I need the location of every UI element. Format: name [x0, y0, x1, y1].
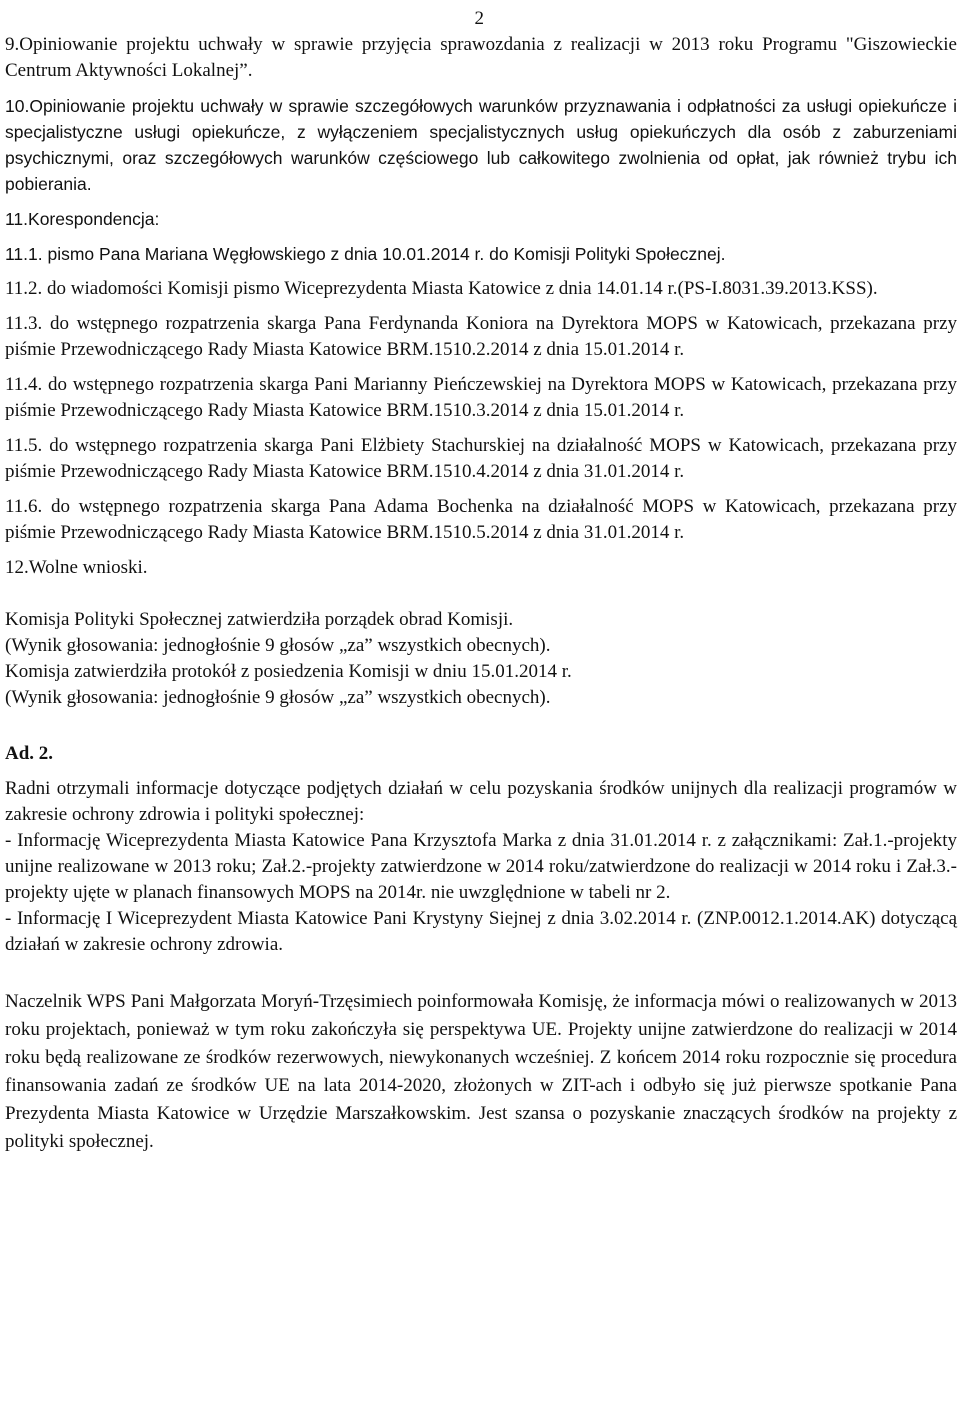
correspondence-item-11-2: 11.2. do wiadomości Komisji pismo Wiceprezydenta Miasta Katowice z dnia 14.01.14 r.(PS-I.8031.39.2013.KSS). — [5, 278, 878, 299]
spacer — [5, 711, 957, 741]
spacer — [5, 958, 957, 988]
spacer — [5, 267, 957, 276]
correspondence-item-11-4: 11.4. do wstępnego rozpatrzenia skarga Pani Marianny Pieńczewskiej na Dyrektora MOPS w Katowicach, przekazana przy piśmie Przewodniczącego Rady Miasta Katowice BRM.1510.3.2014 z dnia 15.01.2014 r. — [5, 374, 957, 421]
correspondence-item-11-5: 11.5. do wstępnego rozpatrzenia skarga Pani Elżbiety Stachurskiej na działalność MOPS w Katowicach, przekazana przy piśmie Przewodniczącego Rady Miasta Katowice BRM.1510.4.2014 z dnia 31.01.2014 r. — [5, 435, 957, 482]
agenda-item-11: 11.Korespondencja: — [5, 209, 160, 229]
spacer — [5, 197, 957, 206]
document-page — [5, 6, 957, 1156]
agenda-item-9: 9.Opiniowanie projektu uchwały w sprawie przyjęcia sprawozdania z realizacji w 2013 roku Programu "Giszowieckie Centrum Aktywności Lokalnej”. — [5, 34, 957, 81]
spacer — [5, 581, 957, 607]
agenda-item-10: 10.Opiniowanie projektu uchwały w sprawie szczegółowych warunków przyznawania i odpłatności za usługi opiekuńcze i specjalistyczne usługi opiekuńcze, z wyłączeniem specjalistycznych usług opiekuńczych dla osób z zaburzeniami psychicznymi, oraz szczegółowych warunków częściowego lub całkowitego zwolnienia od opłat, jak również trybu ich pobierania. — [5, 96, 957, 194]
spacer — [5, 767, 957, 776]
agenda-item-12: 12.Wolne wnioski. — [5, 557, 148, 578]
correspondence-item-11-1: 11.1. pismo Pana Mariana Węgłowskiego z dnia 10.01.2014 r. do Komisji Polityki Społecznej. — [5, 244, 726, 264]
ad2-intro: Radni otrzymali informacje dotyczące podjętych działań w celu pozyskania środków unijnych dla realizacji programów w zakresie ochrony zdrowia i polityki społecznej: — [5, 778, 957, 825]
final-paragraph: Naczelnik WPS Pani Małgorzata Moryń-Trzęsimiech poinformowała Komisję, że informacja mówi o realizowanych w 2013 roku projektach, ponieważ w tym roku zakończyła się perspektywa UE. Projekty unijne zatwierdzone do realizacji w 2014 roku będą realizowane ze środków rezerwowych, niewykonanych wcześniej. Z końcem 2014 roku rozpocznie się procedura finansowania zadań ze środków UE na lata 2014-2020, złożonych w ZIT-ach i odbyło się już pierwsze spotkanie Pana Prezydenta Miasta Katowice w Urzędzie Marszałkowskim. Jest szansa o pozyskanie znaczących środków na projekty z polityki społecznej. — [5, 991, 957, 1152]
spacer — [5, 302, 957, 311]
vote-result-1: (Wynik głosowania: jednogłośnie 9 głosów „za” wszystkich obecnych). — [5, 635, 551, 656]
ad2-bullet-2: - Informację I Wiceprezydent Miasta Katowice Pani Krystyny Siejnej z dnia 3.02.2014 r. (ZNP.0012.1.2014.AK) dotyczącą działań w zakresie ochrony zdrowia. — [5, 908, 957, 955]
section-heading-ad2: Ad. 2. — [5, 743, 54, 764]
vote-result-2: (Wynik głosowania: jednogłośnie 9 głosów „za” wszystkich obecnych). — [5, 687, 551, 708]
spacer — [5, 84, 957, 93]
spacer — [5, 424, 957, 433]
spacer — [5, 232, 957, 241]
approval-protocol: Komisja zatwierdziła protokół z posiedzenia Komisji w dniu 15.01.2014 r. — [5, 661, 572, 682]
correspondence-item-11-6: 11.6. do wstępnego rozpatrzenia skarga Pana Adama Bochenka na działalność MOPS w Katowicach, przekazana przy piśmie Przewodniczącego Rady Miasta Katowice BRM.1510.5.2014 z dnia 31.01.2014 r. — [5, 496, 957, 543]
ad2-bullet-1: - Informację Wiceprezydenta Miasta Katowice Pana Krzysztofa Marka z dnia 31.01.2014 r. z załącznikami: Zał.1.-projekty unijne realizowane w 2013 roku; Zał.2.-projekty zatwierdzone w 2014 roku/zatwierdzone do realizacji w 2014 roku i Zał.3.-projekty ujęte w planach finansowych MOPS na 2014r. nie uwzględnione w tabeli nr 2. — [5, 830, 957, 903]
page-number: 2 — [474, 8, 484, 29]
spacer — [5, 485, 957, 494]
spacer — [5, 363, 957, 372]
spacer — [5, 546, 957, 555]
approval-agenda: Komisja Polityki Społecznej zatwierdziła porządek obrad Komisji. — [5, 609, 514, 630]
correspondence-item-11-3: 11.3. do wstępnego rozpatrzenia skarga Pana Ferdynanda Koniora na Dyrektora MOPS w Katowicach, przekazana przy piśmie Przewodniczącego Rady Miasta Katowice BRM.1510.2.2014 z dnia 15.01.2014 r. — [5, 313, 957, 360]
